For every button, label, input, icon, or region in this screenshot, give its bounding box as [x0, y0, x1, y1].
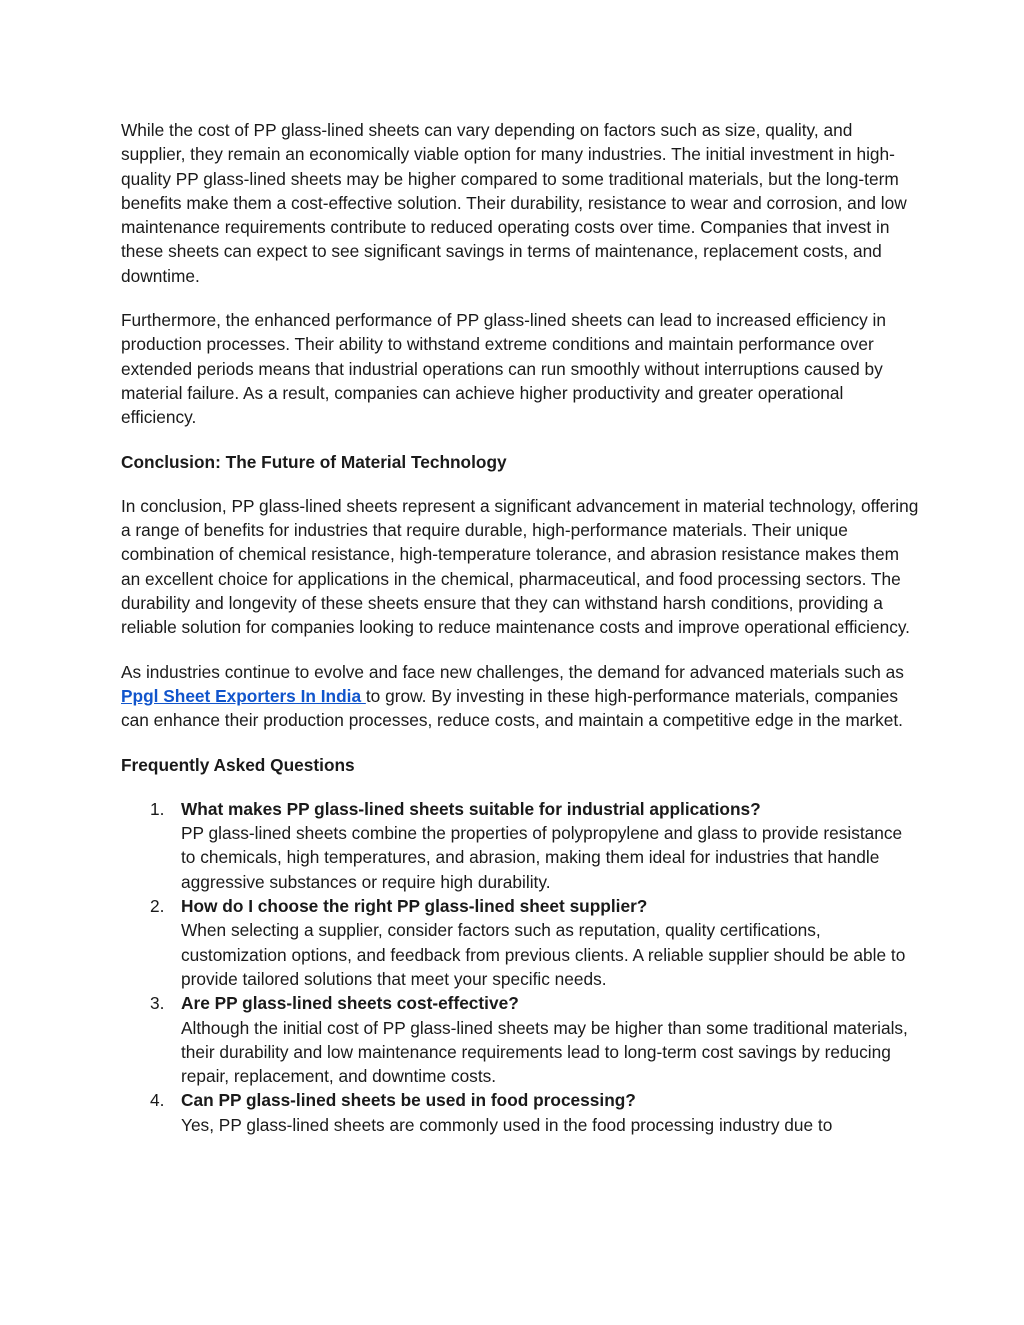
faq-number: 3. [150, 993, 165, 1014]
faq-question: What makes PP glass-lined sheets suitable for industrial applications? [181, 798, 761, 819]
body-paragraph: In conclusion, PP glass-lined sheets represent a significant advancement in material technology, offering a range of benefits for industries that require durable, high-performance materials. Their unique combination of chemical resistance, high-temperature tolerance, and abrasion resistance makes them an excellent choice for applications in the chemical, pharmaceutical, and food processing sectors. The durability and longevity of these sheets ensure that they can withstand harsh conditions, providing a reliable solution for companies looking to reduce maintenance costs and improve operational efficiency. [121, 495, 919, 638]
faq-item [150, 894, 921, 991]
body-paragraph: While the cost of PP glass-lined sheets can vary depending on factors such as size, quality, and supplier, they remain an economically viable option for many industries. The initial investment in high-quality PP glass-lined sheets may be higher compared to some traditional materials, but the long-term benefits make them a cost-effective solution. Their durability, resistance to wear and corrosion, and low maintenance requirements contribute to reduced operating costs over time. Companies that invest in these sheets can expect to see significant savings in terms of maintenance, replacement costs, and downtime. [121, 120, 907, 286]
section-heading-conclusion: Conclusion: The Future of Material Technology [121, 451, 507, 472]
faq-number: 2. [150, 896, 165, 917]
document-page [121, 118, 921, 1137]
faq-number: 1. [150, 798, 165, 819]
body-paragraph-with-link [121, 660, 921, 733]
faq-item [150, 991, 921, 1088]
body-paragraph: Furthermore, the enhanced performance of PP glass-lined sheets can lead to increased efficiency in production processes. Their ability to withstand extreme conditions and maintain performance over extended periods means that industrial operations can run smoothly without interruptions caused by material failure. As a result, companies can achieve higher productivity and greater operational efficiency. [121, 310, 886, 428]
section-heading-faq: Frequently Asked Questions [121, 754, 355, 775]
faq-answer: When selecting a supplier, consider factors such as reputation, quality certifications, customization options, and feedback from previous clients. A reliable supplier should be able to provide tailored solutions that meet your specific needs. [181, 920, 906, 989]
faq-question: Are PP glass-lined sheets cost-effective? [181, 993, 519, 1014]
ppgl-exporters-link[interactable]: Ppgl Sheet Exporters In India [121, 685, 366, 706]
faq-question: Can PP glass-lined sheets be used in food processing? [181, 1090, 636, 1111]
faq-answer: Yes, PP glass-lined sheets are commonly used in the food processing industry due to [181, 1114, 833, 1135]
faq-answer: PP glass-lined sheets combine the properties of polypropylene and glass to provide resistance to chemicals, high temperatures, and abrasion, making them ideal for industries that handle aggressive substances or require high durability. [181, 823, 903, 892]
paragraph-text: As industries continue to evolve and face new challenges, the demand for advanced materials such as [121, 661, 904, 682]
faq-item [150, 1088, 921, 1137]
faq-answer: Although the initial cost of PP glass-lined sheets may be higher than some traditional materials, their durability and low maintenance requirements lead to long-term cost savings by reducing repair, replacement, and downtime costs. [181, 1017, 908, 1087]
faq-list [121, 797, 921, 1137]
paragraph-text: to grow. By investing in these high-performance materials, companies can enhance their production processes, reduce costs, and maintain a competitive edge in the market. [121, 685, 903, 731]
faq-question: How do I choose the right PP glass-lined sheet supplier? [181, 896, 648, 917]
faq-number: 4. [150, 1090, 165, 1111]
faq-item [150, 797, 921, 894]
